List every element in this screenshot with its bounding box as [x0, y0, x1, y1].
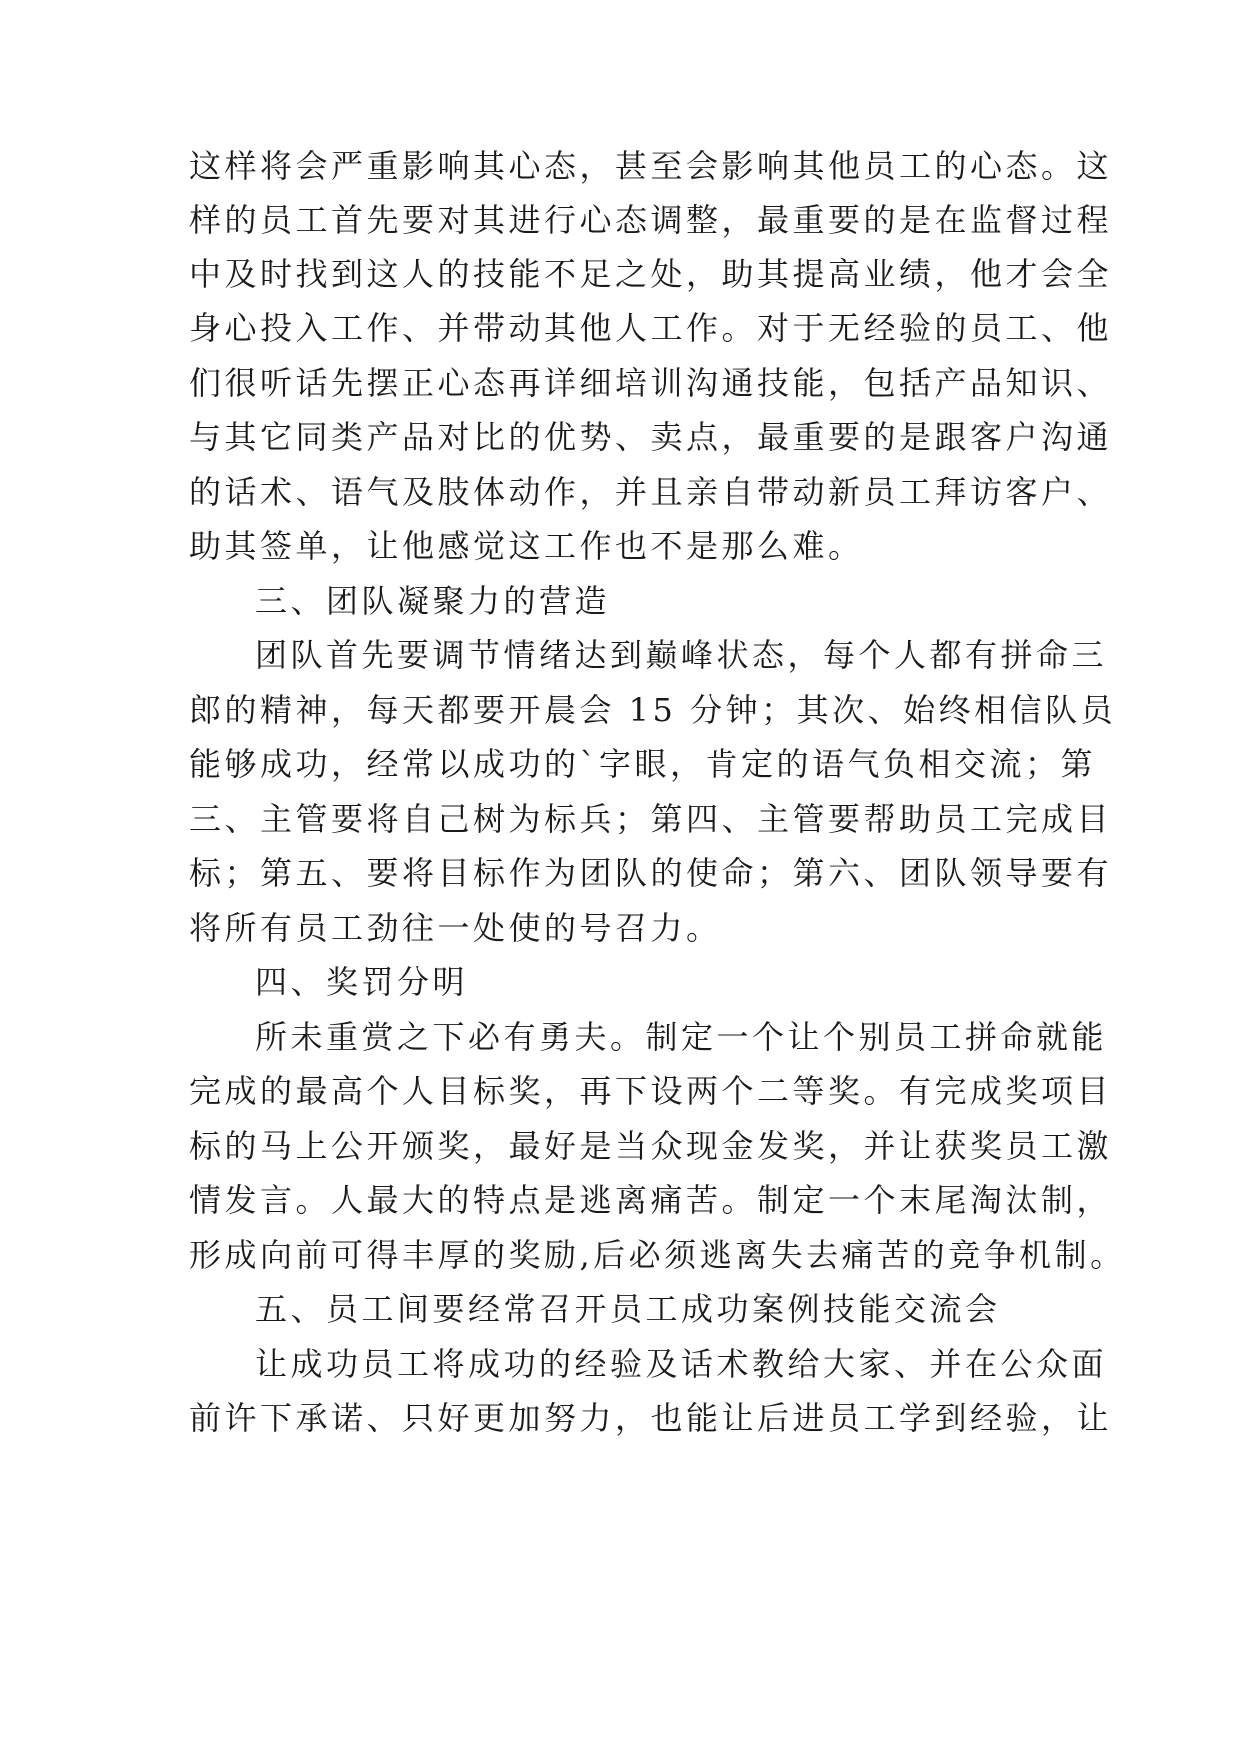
- text-line: 与其它同类产品对比的优势、卖点，最重要的是跟客户沟通: [189, 418, 1113, 456]
- text-line: 形成向前可得丰厚的奖励,后必须逃离失去痛苦的竞争机制。: [189, 1236, 1126, 1274]
- text-line: 郎的精神，每天都要开晨会 15 分钟；其次、始终相信队员: [189, 691, 1117, 729]
- text-line: 标的马上公开颁奖，最好是当众现金发奖，并让获奖员工激: [189, 1127, 1113, 1165]
- text-line: 前许下承诺、只好更加努力，也能让后进员工学到经验，让: [189, 1399, 1113, 1437]
- text-line: 团队首先要调节情绪达到巅峰状态，每个人都有拼命三: [255, 636, 1108, 674]
- text-line: 的话术、语气及肢体动作，并且亲自带动新员工拜访客户、: [189, 473, 1113, 511]
- text-line: 这样将会严重影响其心态，甚至会影响其他员工的心态。这: [189, 147, 1113, 185]
- text-line: 三、主管要将自己树为标兵；第四、主管要帮助员工完成目: [189, 800, 1113, 838]
- text-line: 情发言。人最大的特点是逃离痛苦。制定一个末尾淘汰制，: [189, 1181, 1113, 1219]
- text-line: 能够成功，经常以成功的`字眼，肯定的语气负相交流；第: [189, 745, 1097, 783]
- section-heading: 四、奖罚分明: [255, 963, 469, 1001]
- section-heading: 三、团队凝聚力的营造: [255, 582, 611, 620]
- text-line: 身心投入工作、并带动其他人工作。对于无经验的员工、他: [189, 309, 1113, 347]
- text-line: 样的员工首先要对其进行心态调整，最重要的是在监督过程: [189, 201, 1113, 239]
- text-line: 中及时找到这人的技能不足之处，助其提高业绩，他才会全: [189, 255, 1113, 293]
- text-line: 所未重赏之下必有勇夫。制定一个让个别员工拼命就能: [255, 1018, 1108, 1056]
- text-line: 标；第五、要将目标作为团队的使命；第六、团队领导要有: [189, 854, 1113, 892]
- text-line: 将所有员工劲往一处使的号召力。: [189, 909, 722, 947]
- text-line: 让成功员工将成功的经验及话术教给大家、并在公众面: [255, 1345, 1108, 1383]
- section-heading: 五、员工间要经常召开员工成功案例技能交流会: [255, 1290, 1001, 1328]
- text-line: 完成的最高个人目标奖，再下设两个二等奖。有完成奖项目: [189, 1072, 1113, 1110]
- text-line: 助其签单，让他感觉这工作也不是那么难。: [189, 527, 864, 565]
- text-line: 们很听话先摆正心态再详细培训沟通技能，包括产品知识、: [189, 364, 1113, 402]
